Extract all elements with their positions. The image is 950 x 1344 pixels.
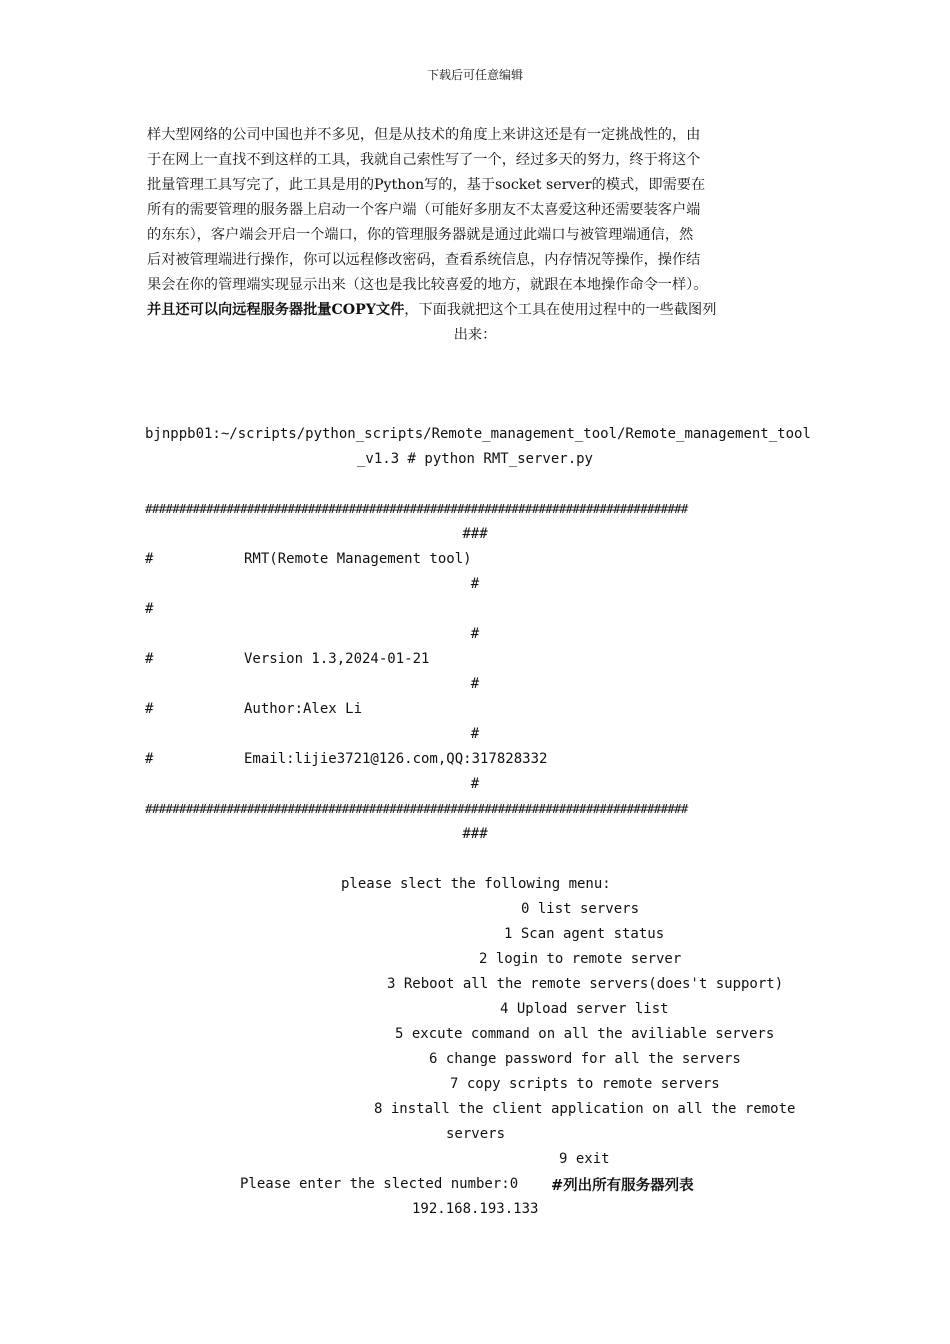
menu-item-change-password: 6 change password for all the servers xyxy=(429,1051,741,1067)
menu-item-login: 2 login to remote server xyxy=(479,951,682,967)
banner-version: Version 1.3,2024-01-21 xyxy=(244,651,430,667)
intro-last-line: 出来： xyxy=(453,327,497,343)
banner-right-hash: # xyxy=(470,626,480,642)
menu-item-upload: 4 Upload server list xyxy=(500,1001,669,1017)
banner-left-hash: # xyxy=(145,551,154,567)
menu-item-scan-agent: 1 Scan agent status xyxy=(504,926,665,942)
banner-right-hash: # xyxy=(470,576,480,592)
prompt-comment: #列出所有服务器列表 xyxy=(551,1177,694,1194)
banner-right-hash: # xyxy=(470,776,480,792)
intro-line-8 xyxy=(147,298,716,323)
menu-item-reboot: 3 Reboot all the remote servers(does't support) xyxy=(387,976,784,992)
banner-left-hash: # xyxy=(145,601,154,617)
banner-title: RMT(Remote Management tool) xyxy=(244,551,472,567)
menu-item-install-client: 8 install the client application on all the remote xyxy=(374,1101,796,1117)
banner-left-hash: # xyxy=(145,701,154,717)
menu-item-list-servers: 0 list servers xyxy=(521,901,640,917)
page-header: 下载后可任意编辑 xyxy=(426,68,523,82)
banner-border-top-tail: ### xyxy=(462,526,488,542)
intro-line-4: 所有的需要管理的服务器上启动一个客户端（可能好多朋友不太喜爱这种还需要装客户端 xyxy=(147,202,701,218)
input-prompt: Please enter the slected number:0 xyxy=(240,1176,519,1192)
banner-border-bottom-tail: ### xyxy=(462,826,488,842)
banner-email: Email:lijie3721@126.com,QQ:317828332 xyxy=(244,751,548,767)
intro-line-6: 后对被管理端进行操作，你可以远程修改密码，查看系统信息，内存情况等操作，操作结 xyxy=(147,252,701,268)
menu-title: please slect the following menu: xyxy=(341,876,611,892)
banner-left-hash: # xyxy=(145,751,154,767)
banner-border-bottom: ################################################################################ xyxy=(145,801,688,816)
menu-item-copy-scripts: 7 copy scripts to remote servers xyxy=(450,1076,720,1092)
banner-border-top: ################################################################################ xyxy=(145,501,688,516)
menu-item-execute: 5 excute command on all the aviliable servers xyxy=(395,1026,775,1042)
server-result: 192.168.193.133 xyxy=(412,1201,539,1217)
intro-line-1: 样大型网络的公司中国也并不多见，但是从技术的角度上来讲这还是有一定挑战性的，由 xyxy=(147,127,701,143)
banner-right-hash: # xyxy=(470,726,480,742)
intro-line-7: 果会在你的管理端实现显示出来（这也是我比较喜爱的地方，就跟在本地操作命令一样）。 xyxy=(147,277,708,293)
banner-left-hash: # xyxy=(145,651,154,667)
banner-right-hash: # xyxy=(470,676,480,692)
intro-rest-text: ，下面我就把这个工具在使用过程中的一些截图列 xyxy=(404,302,717,318)
intro-line-5: 的东东），客户端会开启一个端口，你的管理服务器就是通过此端口与被管理端通信，然 xyxy=(147,227,694,243)
command-line-1: bjnppb01:~/scripts/python_scripts/Remote_management_tool/Remote_management_tool xyxy=(145,426,811,442)
menu-item-exit: 9 exit xyxy=(559,1151,610,1167)
intro-line-2: 于在网上一直找不到这样的工具，我就自己索性写了一个，经过多天的努力，终于将这个 xyxy=(147,152,701,168)
command-line-2: _v1.3 # python RMT_server.py xyxy=(356,451,593,467)
menu-item-install-client-wrap: servers xyxy=(446,1126,506,1142)
intro-bold-text: 并且还可以向远程服务器批量COPY文件 xyxy=(147,302,405,318)
banner-author: Author:Alex Li xyxy=(244,701,363,717)
intro-line-3: 批量管理工具写完了，此工具是用的Python写的，基于socket server的模式，即需要在 xyxy=(147,177,706,193)
